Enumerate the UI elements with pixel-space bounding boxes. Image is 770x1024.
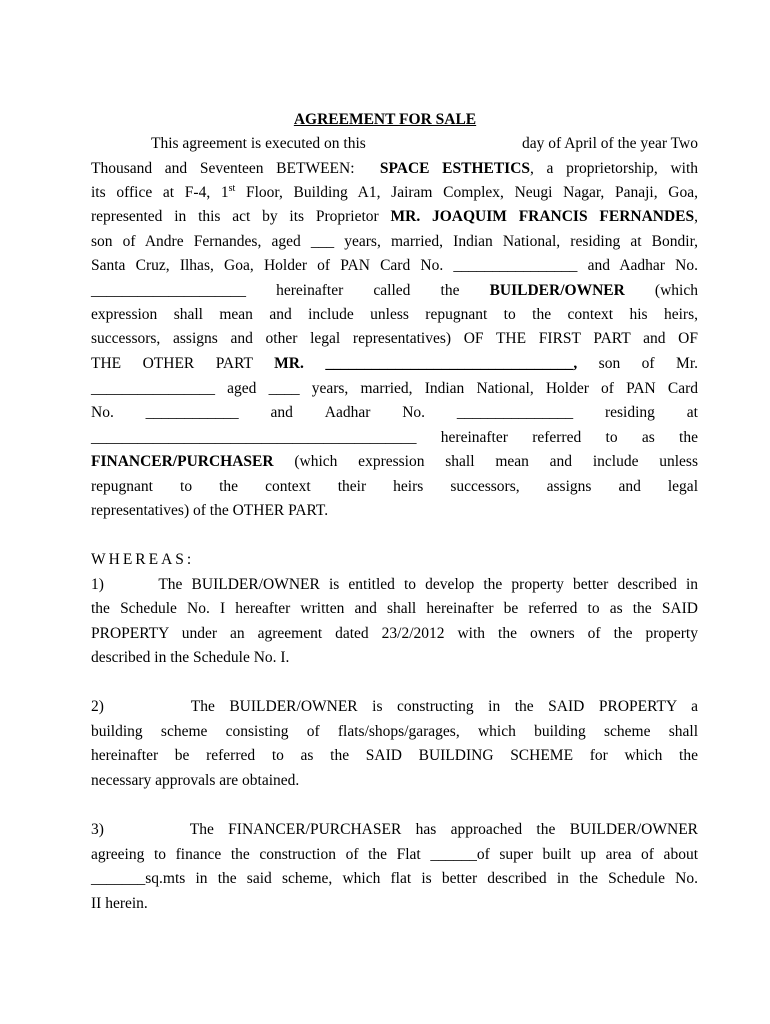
intro-line-6: Santa Cruz, Ilhas, Goa, Holder of PAN Card No. ________________ and Aadhar No. [91, 257, 698, 274]
intro-line-2: Thousand and Seventeen BETWEEN: SPACE ESTHETICS, a proprietorship, with [91, 160, 698, 177]
intro-line-15: repugnant to the context their heirs successors, assigns and legal [91, 478, 698, 495]
intro-line-9: successors, assigns and other legal representatives) OF THE FIRST PART and OF [91, 330, 698, 347]
intro-line-3: its office at F-4, 1st Floor, Building A1, Jairam Complex, Neugi Nagar, Panaji, Goa, [91, 182, 698, 201]
clause-3-line-1: 3) The FINANCER/PURCHASER has approached the BUILDER/OWNER [91, 821, 698, 838]
intro-line-1: This agreement is executed on this day of April of the year Two [151, 135, 698, 152]
clause-1-line-1: 1) The BUILDER/OWNER is entitled to develop the property better described in [91, 576, 698, 593]
intro-line-10: THE OTHER PART MR. ________________________________, son of Mr. [91, 355, 699, 372]
intro-line-14: FINANCER/PURCHASER (which expression shall mean and include unless [91, 453, 698, 470]
clause-3-line-2: agreeing to finance the construction of the Flat ______of super built up area of about [91, 846, 698, 863]
intro-line-16: representatives) of the OTHER PART. [91, 502, 329, 519]
document-title: AGREEMENT FOR SALE [293, 111, 477, 128]
intro-line-11: ________________ aged ____ years, married, Indian National, Holder of PAN Card [91, 380, 698, 397]
clause-1-line-4: described in the Schedule No. I. [91, 649, 290, 666]
clause-2-line-2: building scheme consisting of flats/shops/garages, which building scheme shall [91, 723, 698, 740]
clause-2-line-1: 2) The BUILDER/OWNER is constructing in the SAID PROPERTY a [91, 698, 698, 715]
clause-3-line-4: II herein. [91, 895, 148, 912]
clause-1-line-2: the Schedule No. I hereafter written and shall hereinafter be referred to as the SAID [91, 600, 698, 617]
intro-line-5: son of Andre Fernandes, aged ___ years, married, Indian National, residing at Bondir, [91, 233, 698, 250]
intro-line-8: expression shall mean and include unless repugnant to the context his heirs, [91, 306, 698, 323]
intro-line-7: ____________________ hereinafter called the BUILDER/OWNER (which [91, 282, 698, 299]
clause-3-line-3: _______sq.mts in the said scheme, which flat is better described in the Schedule No. [91, 870, 698, 887]
whereas-heading: WHEREAS: [91, 551, 195, 568]
clause-2-line-4: necessary approvals are obtained. [91, 772, 300, 789]
intro-line-4: represented in this act by its Proprietor MR. JOAQUIM FRANCIS FERNANDES, [91, 208, 698, 225]
clause-1-line-3: PROPERTY under an agreement dated 23/2/2012 with the owners of the property [91, 625, 698, 642]
clause-2-line-3: hereinafter be referred to as the SAID BUILDING SCHEME for which the [91, 747, 698, 764]
intro-line-12: No. ____________ and Aadhar No. _______________ residing at [91, 404, 698, 421]
intro-line-13: __________________________________________ hereinafter referred to as the [91, 429, 698, 446]
